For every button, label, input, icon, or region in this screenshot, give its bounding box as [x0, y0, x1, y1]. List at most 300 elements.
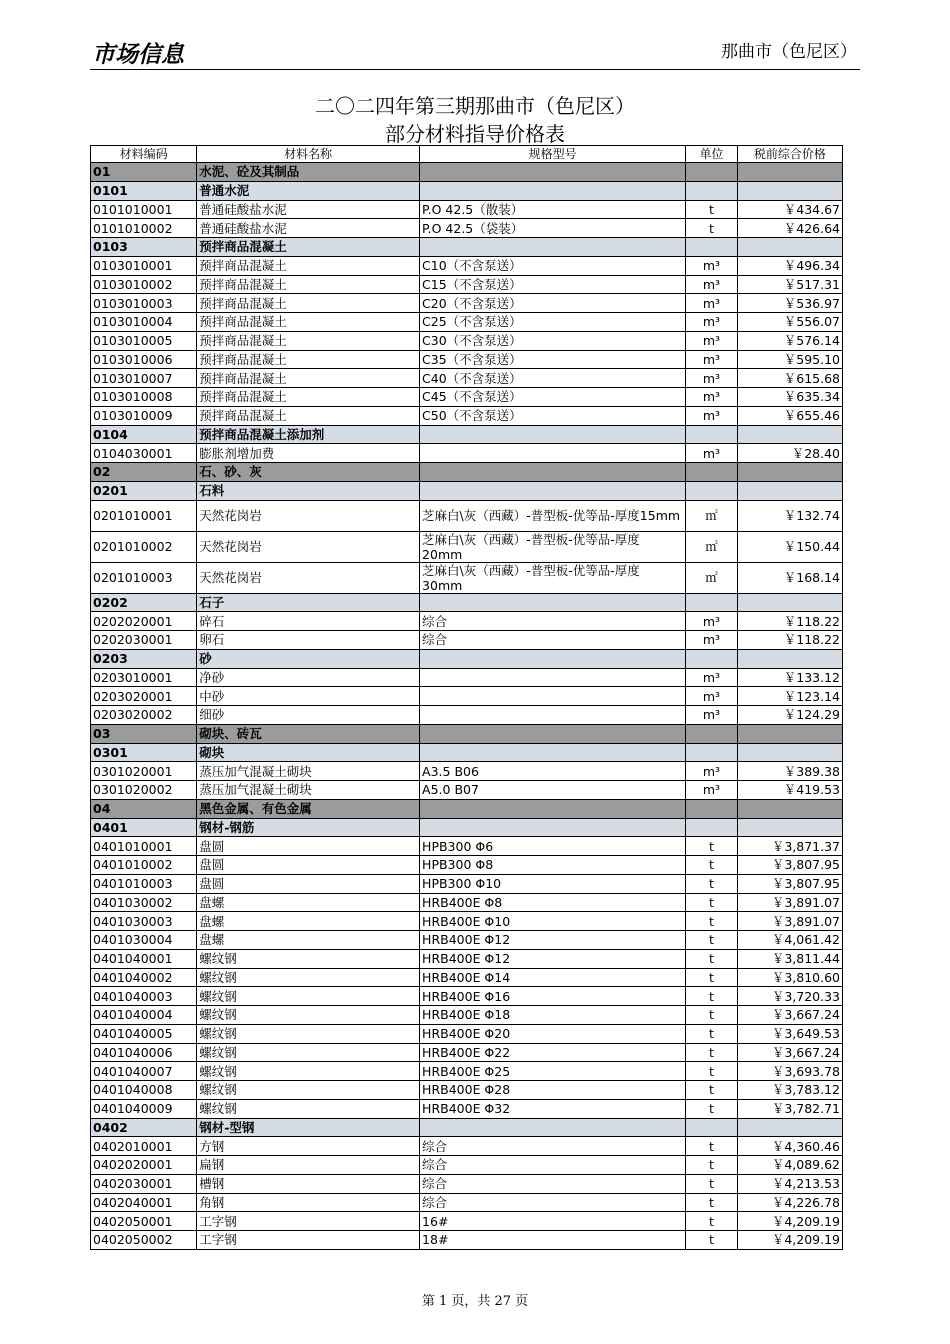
- cell-name: 卵石: [197, 631, 420, 650]
- price-table: [90, 145, 843, 1250]
- cell-spec: C50（不含泵送）: [420, 406, 686, 425]
- cell-unit: [686, 481, 738, 500]
- cell-spec: C40（不含泵送）: [420, 369, 686, 388]
- cell-code: 0203010001: [91, 668, 197, 687]
- cell-price: ￥4,209.19: [737, 1231, 842, 1250]
- cell-name: 普通水泥: [197, 181, 420, 200]
- table-row: [91, 406, 843, 425]
- cell-unit: m³: [686, 388, 738, 407]
- cell-unit: ㎡: [686, 562, 738, 593]
- subcategory-row: [91, 238, 843, 257]
- cell-name: 预拌商品混凝土: [197, 388, 420, 407]
- subcategory-row: [91, 649, 843, 668]
- cell-unit: m³: [686, 275, 738, 294]
- cell-spec: [420, 818, 686, 837]
- cell-code: 0401040002: [91, 968, 197, 987]
- header-right-region: 那曲市（色尼区）: [721, 42, 857, 62]
- cell-code: 0401: [91, 818, 197, 837]
- cell-unit: t: [686, 219, 738, 238]
- cell-spec: C35（不含泵送）: [420, 350, 686, 369]
- table-row: [91, 949, 843, 968]
- cell-price: ￥536.97: [737, 294, 842, 313]
- table-row: [91, 668, 843, 687]
- cell-code: 01: [91, 163, 197, 182]
- cell-spec: [420, 649, 686, 668]
- cell-unit: m³: [686, 256, 738, 275]
- cell-unit: [686, 163, 738, 182]
- cell-code: 0201010001: [91, 500, 197, 531]
- cell-price: ￥4,209.19: [737, 1212, 842, 1231]
- cell-spec: HRB400E Φ25: [420, 1062, 686, 1081]
- cell-price: ￥168.14: [737, 562, 842, 593]
- cell-unit: t: [686, 1231, 738, 1250]
- cell-unit: m³: [686, 612, 738, 631]
- cell-spec: [420, 706, 686, 725]
- cell-unit: [686, 593, 738, 612]
- cell-name: 普通硅酸盐水泥: [197, 219, 420, 238]
- cell-unit: m³: [686, 668, 738, 687]
- cell-name: 预拌商品混凝土添加剂: [197, 425, 420, 444]
- cell-name: 黑色金属、有色金属: [197, 799, 420, 818]
- cell-code: 0301020002: [91, 781, 197, 800]
- cell-code: 0103010009: [91, 406, 197, 425]
- cell-spec: HRB400E Φ28: [420, 1081, 686, 1100]
- cell-price: ￥3,891.07: [737, 912, 842, 931]
- cell-spec: P.O 42.5（袋装）: [420, 219, 686, 238]
- cell-unit: t: [686, 1193, 738, 1212]
- cell-spec: 芝麻白\灰（西藏）-普型板-优等品-厚度 30mm: [420, 562, 686, 593]
- cell-name: 预拌商品混凝土: [197, 238, 420, 257]
- table-row: [91, 1099, 843, 1118]
- cell-unit: m³: [686, 350, 738, 369]
- cell-unit: t: [686, 837, 738, 856]
- cell-spec: [420, 238, 686, 257]
- table-row: [91, 874, 843, 893]
- table-row: [91, 856, 843, 875]
- cell-spec: [420, 463, 686, 482]
- cell-unit: m³: [686, 781, 738, 800]
- cell-name: 天然花岗岩: [197, 500, 420, 531]
- cell-name: 水泥、砼及其制品: [197, 163, 420, 182]
- cell-price: ￥434.67: [737, 200, 842, 219]
- cell-name: 扁钢: [197, 1156, 420, 1175]
- cell-unit: m³: [686, 444, 738, 463]
- cell-spec: HPB300 Φ8: [420, 856, 686, 875]
- cell-spec: HRB400E Φ8: [420, 893, 686, 912]
- cell-unit: t: [686, 1062, 738, 1081]
- cell-code: 0402050002: [91, 1231, 197, 1250]
- cell-name: 工字钢: [197, 1212, 420, 1231]
- subcategory-row: [91, 818, 843, 837]
- table-row: [91, 931, 843, 950]
- cell-spec: C30（不含泵送）: [420, 331, 686, 350]
- cell-price: ￥3,667.24: [737, 1043, 842, 1062]
- cell-name: 净砂: [197, 668, 420, 687]
- cell-price: [737, 724, 842, 743]
- cell-code: 0401040007: [91, 1062, 197, 1081]
- cell-unit: m³: [686, 706, 738, 725]
- table-row: [91, 562, 843, 593]
- cell-unit: t: [686, 1156, 738, 1175]
- cell-code: 0201010003: [91, 562, 197, 593]
- cell-name: 螺纹钢: [197, 1099, 420, 1118]
- subcategory-row: [91, 743, 843, 762]
- cell-unit: [686, 238, 738, 257]
- cell-spec: [420, 743, 686, 762]
- cell-name: 天然花岗岩: [197, 531, 420, 562]
- cell-unit: t: [686, 912, 738, 931]
- cell-spec: A3.5 B06: [420, 762, 686, 781]
- cell-price: [737, 181, 842, 200]
- cell-name: 螺纹钢: [197, 1062, 420, 1081]
- cell-price: [737, 463, 842, 482]
- page-title-line1: 二〇二四年第三期那曲市（色尼区）: [315, 94, 635, 118]
- cell-name: 螺纹钢: [197, 968, 420, 987]
- cell-price: ￥133.12: [737, 668, 842, 687]
- cell-price: [737, 238, 842, 257]
- cell-name: 砌块、砖瓦: [197, 724, 420, 743]
- cell-price: ￥3,891.07: [737, 893, 842, 912]
- cell-name: 槽钢: [197, 1174, 420, 1193]
- cell-unit: m³: [686, 631, 738, 650]
- subcategory-row: [91, 425, 843, 444]
- table-row: [91, 313, 843, 332]
- cell-name: 螺纹钢: [197, 987, 420, 1006]
- cell-spec: HRB400E Φ14: [420, 968, 686, 987]
- cell-code: 0103: [91, 238, 197, 257]
- category-row: [91, 799, 843, 818]
- cell-unit: [686, 818, 738, 837]
- cell-name: 预拌商品混凝土: [197, 275, 420, 294]
- cell-price: ￥517.31: [737, 275, 842, 294]
- cell-unit: [686, 425, 738, 444]
- cell-name: 方钢: [197, 1137, 420, 1156]
- cell-code: 0402050001: [91, 1212, 197, 1231]
- cell-unit: ㎡: [686, 531, 738, 562]
- cell-code: 0103010001: [91, 256, 197, 275]
- cell-spec: [420, 687, 686, 706]
- table-row: [91, 1212, 843, 1231]
- table-row: [91, 1174, 843, 1193]
- cell-spec: HRB400E Φ18: [420, 1006, 686, 1025]
- cell-code: 0402010001: [91, 1137, 197, 1156]
- cell-name: 角钢: [197, 1193, 420, 1212]
- cell-unit: t: [686, 949, 738, 968]
- cell-price: [737, 593, 842, 612]
- cell-price: ￥3,871.37: [737, 837, 842, 856]
- cell-price: [737, 1118, 842, 1137]
- cell-unit: [686, 743, 738, 762]
- subcategory-row: [91, 593, 843, 612]
- cell-name: 盘螺: [197, 931, 420, 950]
- cell-spec: 16#: [420, 1212, 686, 1231]
- header-divider: [90, 69, 860, 70]
- cell-unit: m³: [686, 762, 738, 781]
- cell-spec: 综合: [420, 1137, 686, 1156]
- table-row: [91, 706, 843, 725]
- cell-spec: 综合: [420, 1174, 686, 1193]
- table-row: [91, 256, 843, 275]
- cell-spec: [420, 593, 686, 612]
- cell-unit: [686, 649, 738, 668]
- cell-name: 蒸压加气混凝土砌块: [197, 762, 420, 781]
- column-header-price: 税前综合价格: [737, 146, 842, 163]
- cell-name: 工字钢: [197, 1231, 420, 1250]
- cell-code: 0401010001: [91, 837, 197, 856]
- cell-unit: m³: [686, 294, 738, 313]
- cell-price: ￥3,807.95: [737, 874, 842, 893]
- cell-name: 预拌商品混凝土: [197, 350, 420, 369]
- cell-code: 0402020001: [91, 1156, 197, 1175]
- cell-code: 0202: [91, 593, 197, 612]
- cell-unit: [686, 181, 738, 200]
- cell-price: ￥28.40: [737, 444, 842, 463]
- cell-unit: t: [686, 987, 738, 1006]
- table-row: [91, 219, 843, 238]
- cell-code: 0203: [91, 649, 197, 668]
- cell-unit: t: [686, 874, 738, 893]
- table-row: [91, 369, 843, 388]
- cell-name: 预拌商品混凝土: [197, 369, 420, 388]
- cell-unit: [686, 724, 738, 743]
- table-row: [91, 388, 843, 407]
- cell-price: ￥635.34: [737, 388, 842, 407]
- cell-name: 预拌商品混凝土: [197, 256, 420, 275]
- cell-unit: t: [686, 1212, 738, 1231]
- cell-code: 0103010008: [91, 388, 197, 407]
- table-row: [91, 444, 843, 463]
- column-header-unit: 单位: [686, 146, 738, 163]
- cell-code: 0401040001: [91, 949, 197, 968]
- cell-code: 0103010002: [91, 275, 197, 294]
- cell-unit: t: [686, 1081, 738, 1100]
- table-row: [91, 1043, 843, 1062]
- cell-spec: HRB400E Φ16: [420, 987, 686, 1006]
- table-row: [91, 200, 843, 219]
- cell-code: 0401030003: [91, 912, 197, 931]
- cell-name: 盘圆: [197, 837, 420, 856]
- column-header-name: 材料名称: [197, 146, 420, 163]
- cell-spec: C20（不含泵送）: [420, 294, 686, 313]
- cell-price: ￥3,810.60: [737, 968, 842, 987]
- cell-spec: 18#: [420, 1231, 686, 1250]
- cell-price: ￥3,720.33: [737, 987, 842, 1006]
- cell-spec: [420, 163, 686, 182]
- cell-price: ￥389.38: [737, 762, 842, 781]
- cell-spec: HPB300 Φ10: [420, 874, 686, 893]
- cell-code: 0402: [91, 1118, 197, 1137]
- cell-spec: HRB400E Φ32: [420, 1099, 686, 1118]
- cell-price: [737, 799, 842, 818]
- cell-code: 0201010002: [91, 531, 197, 562]
- cell-unit: t: [686, 1137, 738, 1156]
- category-row: [91, 724, 843, 743]
- table-body: [91, 163, 843, 1250]
- cell-name: 预拌商品混凝土: [197, 406, 420, 425]
- table-row: [91, 781, 843, 800]
- table-header-row: [91, 146, 843, 163]
- category-row: [91, 463, 843, 482]
- cell-price: ￥3,649.53: [737, 1024, 842, 1043]
- cell-unit: t: [686, 1099, 738, 1118]
- cell-name: 螺纹钢: [197, 1024, 420, 1043]
- cell-spec: C10（不含泵送）: [420, 256, 686, 275]
- table-row: [91, 1062, 843, 1081]
- cell-code: 0103010004: [91, 313, 197, 332]
- cell-spec: C15（不含泵送）: [420, 275, 686, 294]
- subcategory-row: [91, 481, 843, 500]
- cell-code: 0202030001: [91, 631, 197, 650]
- cell-name: 细砂: [197, 706, 420, 725]
- table-row: [91, 1156, 843, 1175]
- cell-spec: [420, 724, 686, 743]
- table-row: [91, 837, 843, 856]
- cell-unit: t: [686, 1043, 738, 1062]
- column-header-code: 材料编码: [91, 146, 197, 163]
- table-row: [91, 350, 843, 369]
- table-row: [91, 500, 843, 531]
- cell-price: [737, 818, 842, 837]
- table-row: [91, 631, 843, 650]
- cell-price: ￥150.44: [737, 531, 842, 562]
- header-left-title: 市场信息: [92, 41, 184, 68]
- cell-code: 0103010005: [91, 331, 197, 350]
- cell-unit: m³: [686, 369, 738, 388]
- cell-price: [737, 481, 842, 500]
- cell-name: 螺纹钢: [197, 1043, 420, 1062]
- page-footer: 第 1 页，共 27 页: [421, 1294, 529, 1309]
- table-row: [91, 275, 843, 294]
- cell-unit: [686, 1118, 738, 1137]
- table-row: [91, 987, 843, 1006]
- cell-price: ￥576.14: [737, 331, 842, 350]
- cell-code: 0401030004: [91, 931, 197, 950]
- cell-unit: t: [686, 1006, 738, 1025]
- table-row: [91, 1024, 843, 1043]
- cell-price: ￥426.64: [737, 219, 842, 238]
- category-row: [91, 163, 843, 182]
- cell-spec: 综合: [420, 612, 686, 631]
- cell-spec: [420, 1118, 686, 1137]
- cell-code: 0101: [91, 181, 197, 200]
- table-row: [91, 1193, 843, 1212]
- cell-code: 0203020001: [91, 687, 197, 706]
- table-row: [91, 1137, 843, 1156]
- cell-price: ￥132.74: [737, 500, 842, 531]
- cell-spec: P.O 42.5（散装）: [420, 200, 686, 219]
- cell-code: 0301020001: [91, 762, 197, 781]
- cell-name: 膨胀剂增加费: [197, 444, 420, 463]
- cell-name: 盘圆: [197, 856, 420, 875]
- cell-spec: 芝麻白\灰（西藏）-普型板-优等品-厚度15mm: [420, 500, 686, 531]
- cell-code: 0401040008: [91, 1081, 197, 1100]
- cell-price: ￥496.34: [737, 256, 842, 275]
- cell-code: 0301: [91, 743, 197, 762]
- cell-price: ￥118.22: [737, 612, 842, 631]
- cell-price: ￥3,667.24: [737, 1006, 842, 1025]
- cell-spec: 芝麻白\灰（西藏）-普型板-优等品-厚度 20mm: [420, 531, 686, 562]
- cell-unit: t: [686, 1174, 738, 1193]
- cell-spec: HRB400E Φ20: [420, 1024, 686, 1043]
- cell-spec: HPB300 Φ6: [420, 837, 686, 856]
- cell-name: 石料: [197, 481, 420, 500]
- cell-price: ￥3,782.71: [737, 1099, 842, 1118]
- cell-unit: m³: [686, 687, 738, 706]
- cell-name: 普通硅酸盐水泥: [197, 200, 420, 219]
- cell-spec: [420, 181, 686, 200]
- cell-price: ￥3,783.12: [737, 1081, 842, 1100]
- cell-unit: [686, 463, 738, 482]
- cell-price: ￥4,226.78: [737, 1193, 842, 1212]
- cell-price: ￥4,061.42: [737, 931, 842, 950]
- table-row: [91, 1081, 843, 1100]
- table-row: [91, 687, 843, 706]
- table-row: [91, 331, 843, 350]
- cell-unit: t: [686, 893, 738, 912]
- cell-spec: 综合: [420, 1193, 686, 1212]
- cell-code: 0402040001: [91, 1193, 197, 1212]
- cell-price: ￥419.53: [737, 781, 842, 800]
- cell-spec: C25（不含泵送）: [420, 313, 686, 332]
- cell-code: 0101010001: [91, 200, 197, 219]
- cell-name: 砂: [197, 649, 420, 668]
- table-row: [91, 762, 843, 781]
- cell-spec: [420, 425, 686, 444]
- cell-unit: t: [686, 968, 738, 987]
- cell-unit: t: [686, 200, 738, 219]
- cell-spec: 综合: [420, 1156, 686, 1175]
- cell-code: 0103010007: [91, 369, 197, 388]
- cell-spec: [420, 481, 686, 500]
- cell-spec: C45（不含泵送）: [420, 388, 686, 407]
- cell-code: 0101010002: [91, 219, 197, 238]
- cell-spec: [420, 444, 686, 463]
- column-header-spec: 规格型号: [420, 146, 686, 163]
- cell-name: 蒸压加气混凝土砌块: [197, 781, 420, 800]
- cell-code: 0401040009: [91, 1099, 197, 1118]
- cell-code: 0401030002: [91, 893, 197, 912]
- cell-code: 0401040005: [91, 1024, 197, 1043]
- cell-name: 天然花岗岩: [197, 562, 420, 593]
- cell-name: 螺纹钢: [197, 949, 420, 968]
- cell-price: ￥556.07: [737, 313, 842, 332]
- cell-code: 02: [91, 463, 197, 482]
- cell-name: 盘螺: [197, 912, 420, 931]
- cell-name: 螺纹钢: [197, 1081, 420, 1100]
- cell-code: 0201: [91, 481, 197, 500]
- cell-price: ￥595.10: [737, 350, 842, 369]
- cell-unit: t: [686, 856, 738, 875]
- cell-price: ￥615.68: [737, 369, 842, 388]
- table-row: [91, 1006, 843, 1025]
- cell-code: 0401040003: [91, 987, 197, 1006]
- cell-spec: A5.0 B07: [420, 781, 686, 800]
- cell-price: ￥4,213.53: [737, 1174, 842, 1193]
- cell-name: 石、砂、灰: [197, 463, 420, 482]
- cell-unit: [686, 799, 738, 818]
- cell-name: 钢材-型钢: [197, 1118, 420, 1137]
- cell-price: ￥4,089.62: [737, 1156, 842, 1175]
- cell-price: [737, 649, 842, 668]
- table-row: [91, 912, 843, 931]
- cell-unit: m³: [686, 331, 738, 350]
- cell-spec: 综合: [420, 631, 686, 650]
- cell-spec: HRB400E Φ10: [420, 912, 686, 931]
- cell-spec: [420, 668, 686, 687]
- cell-name: 石子: [197, 593, 420, 612]
- page-title-line2: 部分材料指导价格表: [385, 122, 565, 146]
- table-row: [91, 893, 843, 912]
